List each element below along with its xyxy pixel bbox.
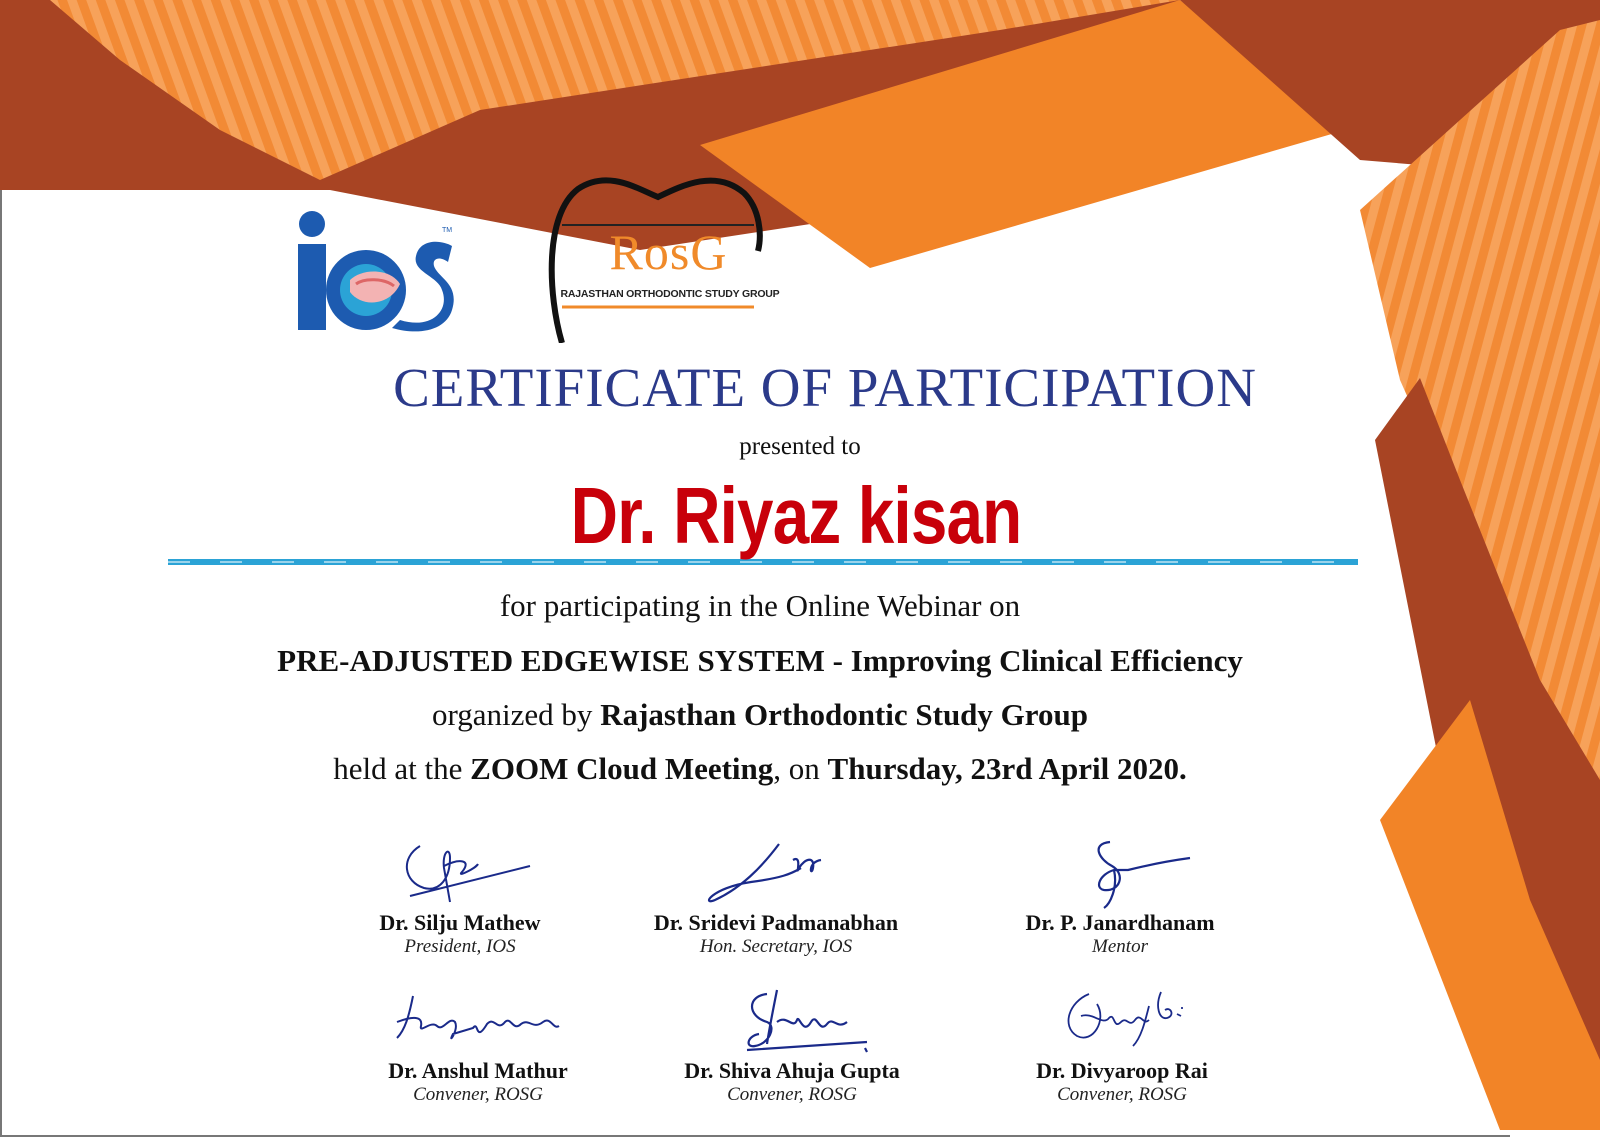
rosg-logo bbox=[548, 175, 778, 343]
signatory-role: Convener, ROSG bbox=[1057, 1084, 1187, 1105]
participation-line: for participating in the Online Webinar on bbox=[499, 588, 1021, 623]
signatory-role: President, IOS bbox=[404, 936, 516, 957]
certificate-title: CERTIFICATE OF PARTICIPATION bbox=[393, 357, 1257, 418]
svg-text:TM: TM bbox=[442, 227, 453, 234]
signature-icon bbox=[707, 986, 877, 1058]
signatory-block bbox=[318, 986, 638, 1106]
signatory-role: Hon. Secretary, IOS bbox=[699, 936, 853, 957]
organizer-name: Rajasthan Orthodontic Study Group bbox=[600, 697, 1088, 732]
signatory-role: Mentor bbox=[1092, 936, 1148, 957]
signatory-name: Dr. Sridevi Padmanabhan bbox=[653, 910, 899, 935]
ios-logo-icon bbox=[292, 210, 457, 335]
rosg-logo-subtitle: RAJASTHAN ORTHODONTIC STUDY GROUP bbox=[560, 288, 780, 300]
rosg-logo-wordmark: RosG bbox=[609, 224, 728, 280]
signatory-block bbox=[300, 838, 620, 958]
signatory-name: Dr. Anshul Mathur bbox=[388, 1058, 568, 1083]
signatory-role: Convener, ROSG bbox=[727, 1084, 857, 1105]
webinar-topic: PRE-ADJUSTED EDGEWISE SYSTEM - Improving Clinical Efficiency bbox=[277, 643, 1243, 678]
organized-by-line bbox=[0, 697, 1520, 733]
signatory-block bbox=[632, 986, 952, 1106]
venue-name: ZOOM Cloud Meeting bbox=[470, 751, 774, 786]
signatory-name: Dr. Divyaroop Rai bbox=[1036, 1058, 1208, 1083]
signature-icon bbox=[1037, 986, 1207, 1058]
signatory-name: Dr. P. Janardhanam bbox=[1025, 910, 1215, 935]
held-prefix: held at the bbox=[333, 751, 471, 786]
signatory-name: Dr. Silju Mathew bbox=[379, 910, 541, 935]
signatory-name: Dr. Shiva Ahuja Gupta bbox=[684, 1058, 900, 1083]
signatory-block bbox=[960, 838, 1280, 958]
held-mid: , on bbox=[773, 751, 828, 786]
signature-icon bbox=[383, 986, 573, 1058]
held-at-line bbox=[0, 751, 1520, 787]
signature-icon bbox=[691, 838, 861, 910]
presented-to-label: presented to bbox=[739, 433, 861, 460]
signature-icon bbox=[1040, 838, 1200, 910]
signatory-block bbox=[962, 986, 1282, 1106]
recipient-name: Dr. Riyaz kisan bbox=[570, 471, 1022, 560]
signatory-block bbox=[616, 838, 936, 958]
event-date: Thursday, 23rd April 2020. bbox=[827, 751, 1187, 786]
signature-icon bbox=[380, 838, 540, 910]
organized-prefix: organized by bbox=[432, 697, 601, 732]
signatory-role: Convener, ROSG bbox=[413, 1084, 543, 1105]
